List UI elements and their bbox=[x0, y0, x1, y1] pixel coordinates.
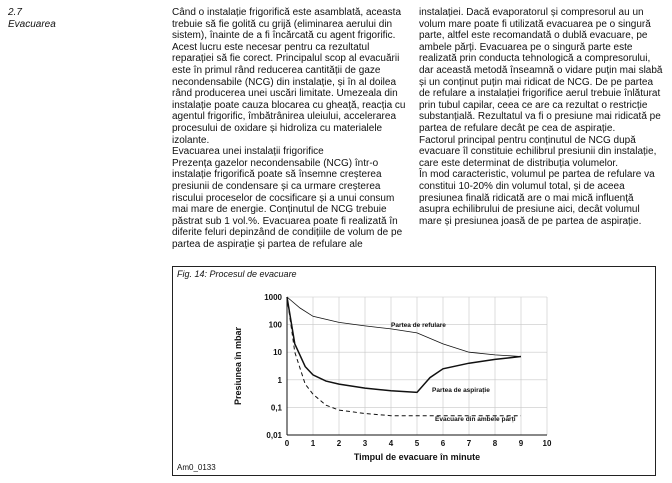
paragraph: Factorul principal pentru conținutul de NCG după evacuare îl constituie echilibrul presiunii din instalație, care este determinat de distribuția volumelor. bbox=[419, 134, 657, 169]
series-label: Partea de aspirație bbox=[432, 387, 490, 394]
series-line bbox=[287, 297, 521, 392]
x-tick-label: 1 bbox=[310, 439, 316, 448]
section-number: 2.7 bbox=[8, 7, 22, 18]
y-tick-label: 0,1 bbox=[270, 403, 282, 413]
subheading: Evacuarea unei instalații frigorifice bbox=[172, 146, 324, 158]
y-tick-label: 1000 bbox=[264, 293, 282, 302]
series-line bbox=[287, 297, 521, 416]
text-column-left bbox=[172, 7, 408, 250]
text-column-right bbox=[419, 7, 664, 227]
series-label: Partea de refulare bbox=[391, 322, 446, 329]
x-tick-label: 2 bbox=[336, 439, 342, 448]
paragraph: Prezența gazelor necondensabile (NCG) într-o instalație frigorifică poate să însemne creșterea presiunii de condensare și ca urmare creșterea riscului proceselor de cocsificare și a unui consum mai mare de energie. Conținutul de NCG trebuie păstrat sub 1 vol.%. Evacuarea poate fi realizată în diferite feluri depinzând de condițiile de volum de pe partea de aspirație și partea de refulare ale bbox=[172, 157, 403, 250]
x-tick-label: 6 bbox=[440, 439, 446, 448]
x-tick-label: 3 bbox=[362, 439, 368, 448]
x-tick-label: 0 bbox=[284, 439, 290, 448]
paragraph: Când o instalație frigorifică este asamblată, aceasta trebuie să fie golită cu grijă (eliminarea aerului din sistem), înainte de a fi încărcată cu agent frigorific. Acest lucru este necesar pentru ca rezultatul reparației să fie corect. Principalul scop al evacuării este în primul rând reducerea cantității de gaze necondensabile (NCG) din instalație, și în al doilea rând producerea unei uscări limitate. Umezeala din instalație poate cauza blocarea cu gheață, reacția cu agentul frigorific, îmbătrânirea uleiului, accelerarea procesului de oxidare și hidroliza cu materialele izolante. bbox=[172, 7, 406, 146]
figure-caption: Fig. 14: Procesul de evacuare bbox=[177, 269, 297, 279]
x-tick-label: 7 bbox=[466, 439, 472, 448]
section-title: Evacuarea bbox=[8, 19, 56, 30]
y-tick-label: 0,01 bbox=[266, 431, 282, 440]
x-tick-label: 8 bbox=[492, 439, 498, 448]
x-tick-label: 4 bbox=[388, 439, 394, 448]
figure-id: Am0_0133 bbox=[177, 463, 216, 472]
x-tick-label: 5 bbox=[414, 439, 420, 448]
x-axis-label: Timpul de evacuare în minute bbox=[353, 452, 481, 462]
paragraph: instalației. Dacă evaporatorul și compresorul au un volum mare poate fi utilizată evacuarea pe o singură parte, altfel este recomandată o dublă evacuare, pe ambele părți. Evacuarea pe o singură parte este realizată prin conducta tehnologică a compresorului, dar această metodă înseamnă o vidare puțin mai slabă și un conținut puțin mai ridicat de NCG. De pe partea de refulare a instalației frigorifice aerul trebuie înlăturat prin tubul capilar, ceea ce are ca rezultat o restricție substanțială. Rezultatul va fi o presiune mai ridicată pe partea de refulare decât pe cea de aspirație. bbox=[419, 7, 663, 134]
x-tick-label: 9 bbox=[518, 439, 524, 448]
x-tick-label: 10 bbox=[542, 439, 552, 448]
section-heading bbox=[8, 7, 56, 31]
figure-box bbox=[172, 266, 656, 476]
y-tick-label: 10 bbox=[273, 348, 282, 358]
y-tick-label: 100 bbox=[268, 320, 282, 330]
series-label: Evacuare din ambele părți bbox=[435, 416, 516, 423]
evacuation-chart bbox=[173, 267, 655, 475]
paragraph: În mod caracteristic, volumul pe partea de refulare va constitui 10-20% din volumul total, și de aceea presiunea finală ridicată are o mai mică influență asupra echilibrului de presiune aici, decât volumul mare și presiunea joasă de pe partea de aspirație. bbox=[419, 169, 655, 227]
y-axis-label: Presiunea în mbar bbox=[233, 326, 243, 406]
y-tick-label: 1 bbox=[277, 375, 282, 385]
